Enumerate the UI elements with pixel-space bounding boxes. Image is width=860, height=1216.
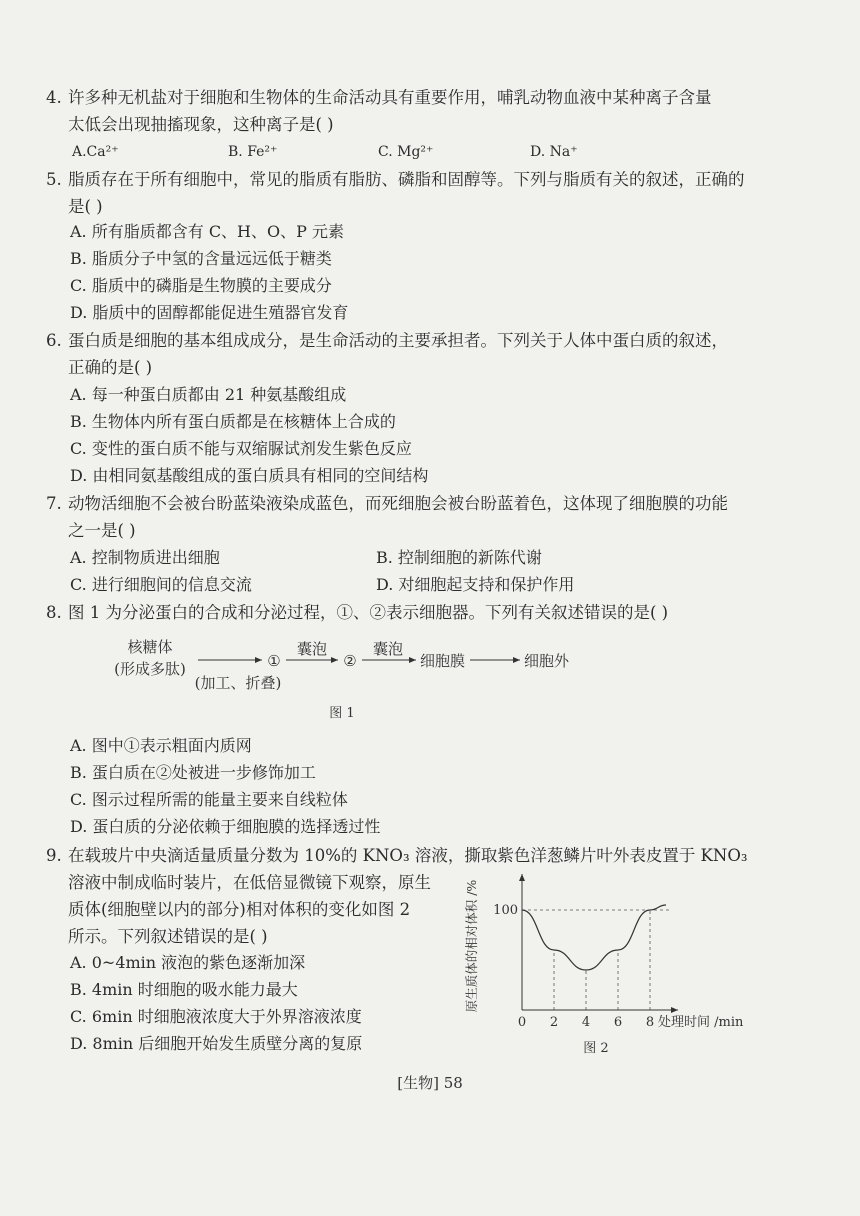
question-text: 太低会出现抽搐现象，这种离子是( ) (68, 115, 334, 134)
question-text: 脂质存在于所有细胞中，常见的脂质有脂肪、磷脂和固醇等。下列与脂质有关的叙述，正确的 (68, 170, 745, 189)
process-note: (加工、折叠) (194, 674, 282, 692)
question-text: 许多种无机盐对于细胞和生物体的生命活动具有重要作用，哺乳动物血液中某种离子含量 (68, 88, 712, 107)
question-number: 5. (46, 170, 62, 189)
question-text: 溶液中制成临时装片，在低倍显微镜下观察，原生 (68, 873, 431, 892)
series-line-protoplast-volume (522, 905, 666, 970)
option-d[interactable]: D. 8min 后细胞开始发生质壁分离的复原 (70, 1034, 363, 1053)
outside-cell-label: 细胞外 (524, 652, 570, 670)
organelle-1-label: ① (267, 652, 281, 670)
question-text: 是( ) (68, 197, 103, 216)
option-a[interactable]: A. 0~4min 液泡的紫色逐渐加深 (70, 953, 306, 972)
ribosome-note: (形成多肽) (114, 660, 186, 678)
x-tick-label: 2 (549, 1015, 559, 1030)
question-number: 4. (46, 88, 62, 107)
option-c[interactable]: C. 进行细胞间的信息交流 (70, 575, 252, 594)
x-tick-label: 4 (581, 1015, 591, 1030)
y-axis-label: 原生质体的相对体积 /% (464, 879, 479, 1013)
figure-1-flow-diagram (90, 628, 610, 728)
question-text: 之一是( ) (68, 521, 136, 540)
option-b[interactable]: B. 蛋白质在②处被进一步修饰加工 (70, 763, 316, 782)
cell-membrane-label: 细胞膜 (420, 652, 466, 670)
question-text: 正确的是( ) (68, 358, 153, 377)
question-text: 图 1 为分泌蛋白的合成和分泌过程，①、②表示细胞器。下列有关叙述错误的是( ) (68, 603, 669, 622)
x-tick-label: 8 (645, 1015, 655, 1030)
option-b[interactable]: B. Fe²⁺ (228, 144, 278, 160)
option-d[interactable]: D. 对细胞起支持和保护作用 (376, 575, 575, 594)
option-b[interactable]: B. 4min 时细胞的吸水能力最大 (70, 980, 298, 999)
page-footer: [生物] 58 (397, 1074, 463, 1092)
question-text: 所示。下列叙述错误的是( ) (68, 927, 268, 946)
vesicle-1-label: 囊泡 (296, 640, 328, 658)
question-text: 在载玻片中央滴适量质量分数为 10%的 KNO₃ 溶液，撕取紫色洋葱鳞片叶外表皮置于 KNO₃ (68, 846, 748, 865)
figure-2-chart (464, 866, 768, 1062)
question-number: 9. (46, 846, 62, 865)
y-tick-label: 100 (493, 903, 518, 918)
option-a[interactable]: A. 每一种蛋白质都由 21 种氨基酸组成 (70, 385, 347, 404)
option-c[interactable]: C. 脂质中的磷脂是生物膜的主要成分 (70, 276, 332, 295)
option-d[interactable]: D. 脂质中的固醇都能促进生殖器官发育 (70, 303, 349, 322)
figure-2-caption: 图 2 (583, 1041, 609, 1056)
ribosome-label: 核糖体 (127, 638, 173, 656)
x-tick-label: 0 (517, 1015, 527, 1030)
question-number: 7. (46, 494, 62, 513)
option-c[interactable]: C. 6min 时细胞液浓度大于外界溶液浓度 (70, 1007, 362, 1026)
option-d[interactable]: D. 由相同氨基酸组成的蛋白质具有相同的空间结构 (70, 466, 429, 485)
question-4 (46, 84, 766, 138)
x-tick-label: 6 (613, 1015, 623, 1030)
x-axis-label: 处理时间 /min (658, 1015, 744, 1030)
organelle-2-label: ② (343, 652, 357, 670)
question-8 (46, 599, 766, 626)
question-6 (46, 327, 766, 381)
figure-1-caption: 图 1 (329, 706, 355, 721)
option-d[interactable]: D. Na⁺ (530, 144, 578, 160)
option-a[interactable]: A. 控制物质进出细胞 (70, 548, 220, 567)
question-text: 动物活细胞不会被台盼蓝染液染成蓝色，而死细胞会被台盼蓝着色，这体现了细胞膜的功能 (68, 494, 728, 513)
question-text: 质体(细胞壁以内的部分)相对体积的变化如图 2 (68, 900, 411, 919)
option-d[interactable]: D. 蛋白质的分泌依赖于细胞膜的选择透过性 (70, 817, 381, 836)
question-7 (46, 490, 766, 544)
option-a[interactable]: A. 所有脂质都含有 C、H、O、P 元素 (70, 222, 344, 241)
option-c[interactable]: C. 图示过程所需的能量主要来自线粒体 (70, 790, 348, 809)
question-number: 8. (46, 603, 62, 622)
option-c[interactable]: C. Mg²⁺ (378, 144, 434, 160)
question-number: 6. (46, 331, 62, 350)
option-a[interactable]: A. 图中①表示粗面内质网 (70, 736, 252, 755)
option-c[interactable]: C. 变性的蛋白质不能与双缩脲试剂发生紫色反应 (70, 439, 412, 458)
option-b[interactable]: B. 脂质分子中氢的含量远远低于糖类 (70, 249, 332, 268)
question-5 (46, 166, 766, 220)
vesicle-2-label: 囊泡 (372, 640, 404, 658)
option-b[interactable]: B. 控制细胞的新陈代谢 (376, 548, 542, 567)
option-b[interactable]: B. 生物体内所有蛋白质都是在核糖体上合成的 (70, 412, 396, 431)
question-text: 蛋白质是细胞的基本组成成分，是生命活动的主要承担者。下列关于人体中蛋白质的叙述， (68, 331, 728, 350)
option-a[interactable]: A.Ca²⁺ (72, 144, 119, 160)
